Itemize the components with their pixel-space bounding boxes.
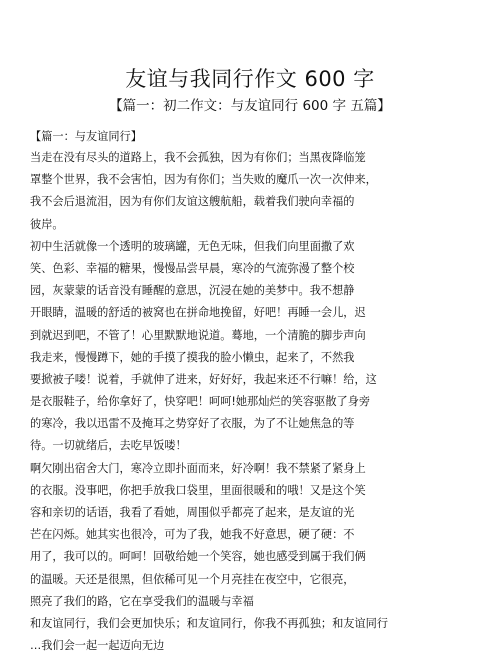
body-line: 容和亲切的话语，我看了看她，周围似乎都亮了起来，是友谊的光 [30, 506, 355, 519]
body-line: 要掀被子喽！说着，手就伸了进来，好好好，我起来还不行嘛！给，这 [30, 372, 377, 386]
body-line: 用了，我可以的。呵呵！回敬给她一个笑容，她也感受到属于我们俩 [30, 550, 366, 564]
body-line: 的温暖。天还是很黑，但依稀可见一个月亮挂在夜空中，它很亮， [30, 572, 355, 586]
body-line: 开眼睛，温暖的舒适的被窝也在拼命地挽留，好吧！再睡一会儿，迟 [30, 306, 366, 320]
body-line: 的寒冷，我以迅雷不及掩耳之势穿好了衣服，为了不让她焦急的等 [30, 417, 355, 431]
body-line: 啊欠刚出宿舍大门，寒冷立即扑面而来，好冷啊！我不禁紧了紧身上 [30, 461, 366, 475]
body-line: …我们会一起一起迈向无边 [30, 639, 165, 653]
body-line: 笑、色彩、幸福的糖果，慢慢品尝早晨，寒冷的气流弥漫了整个校 [30, 261, 355, 275]
body-line: 待。一切就绪后，去吃早饭喽！ [30, 439, 187, 453]
body-line: 到就迟到吧，不管了！心里默默地说道。蓦地，一个清脆的脚步声向 [30, 328, 366, 342]
body-line: 芒在闪烁。她其实也很冷，可为了我，她我不好意思，硬了硬：不 [30, 528, 355, 542]
body-line: 是衣服鞋子，给你拿好了，快穿吧！呵呵!她那灿烂的笑容驱散了身旁 [30, 395, 371, 409]
body-line: 彼岸。 [30, 217, 64, 231]
document-body [30, 127, 480, 657]
body-line: 我不会后退流泪，因为有你们友谊这艘航船，载着我们驶向幸福的 [30, 195, 355, 209]
body-line: 初中生活就像一个透明的玻璃罐，无色无味，但我们向里面撒了欢 [30, 239, 355, 253]
document-subtitle: 【篇一：初二作文：与友谊同行 600 字 五篇】 [109, 98, 391, 114]
body-line: 我走来，慢慢蹲下，她的手摸了摸我的脸小懒虫，起来了，不然我 [30, 350, 355, 364]
body-line: 和友谊同行，我们会更加快乐；和友谊同行，你我不再孤独；和友谊同行 [30, 616, 389, 630]
body-line: 照亮了我们的路，它在享受我们的温暖与幸福 [30, 594, 254, 608]
body-line: 的衣服。没事吧，你把手放我口袋里，里面很暖和的哦！又是这个笑 [30, 483, 366, 497]
body-line: 当走在没有尽头的道路上，我不会孤独，因为有你们；当黑夜降临笼 [30, 151, 366, 164]
body-line: 罩整个世界，我不会害怕，因为有你们；当失败的魔爪一次一次伸来， [30, 173, 377, 187]
section-heading: 【篇一：与友谊同行】 [30, 130, 142, 143]
document-title: 友谊与我同行作文 600 字 [125, 67, 375, 91]
body-line: 园，灰蒙蒙的话音没有睡醒的意思，沉浸在她的美梦中。我不想静 [30, 284, 355, 298]
